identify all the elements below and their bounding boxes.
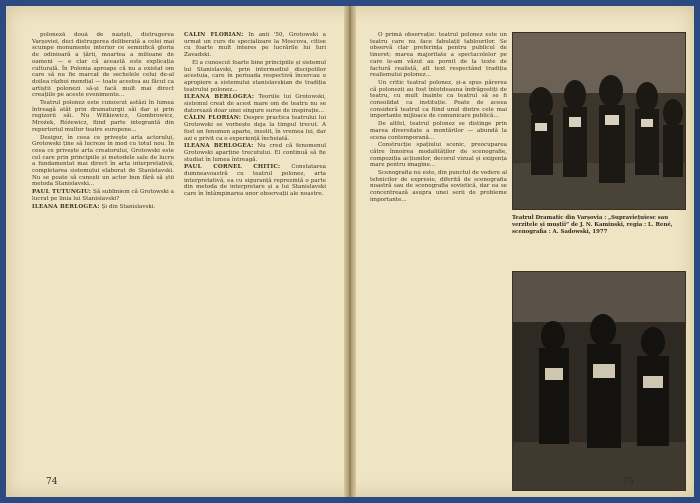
dialogue-text: Să subliniem că Grotowski a lucrat pe linia lui Stanislavski? — [32, 189, 174, 202]
left-page — [6, 6, 346, 497]
dialogue-line — [184, 32, 326, 59]
dialogue-text: Constatarea dumneavoastră cu teatrul polonez, arta interpretativă, ea cu siguranță reprezintă o parte din metoda de interpretare și a lui Stanislavski care în întâmpinarea unor observații ale noastre. — [184, 164, 326, 198]
page-number: 74 — [46, 477, 58, 487]
paragraph: Teatrul polonez este cunoscut astăzi în lumea întreagă atât prin dramaturgii săi dar și prin regizorii săi. Nu Witkiewicz, Gombrowicz, Mrożek, Różewicz, fiind parte integrantă din repertoriul multor teatre europene... — [32, 100, 174, 133]
speaker-name: CĂLIN FLORIAN: — [184, 115, 242, 122]
paragraph: Construcție spațiului scenic, preocuparea către înnoirea modalităților de scenografie, compoziția acțiunilor, decorul vizual și exigența mare pentru imagine... — [370, 142, 507, 169]
speaker-name: PAUL CORNEL CHITIC: — [184, 164, 281, 171]
paragraph: O primă observație: teatrul polonez este un teatru care nu face fabulații tablourilor. Se observă clar preferința pentru publicul de tineret; marea majoritate a spectacolelor pe care le-am văzut au pornit de la texte de factură realistă, alt text respectând tradiția realismului polonez... — [370, 32, 507, 79]
paragraph: Desigur, în ceea ce privește arta actorului, Grotowski ține să lucreze în mod cu totul nou. În ceea ce privește arta creatorului, Grotowski este cel care prin principiile și metodele sale de lucru a fundamentat mai direct în arta interpretativă, completarea sistemului elaborat de Stanislavski. Nu se poate să cunoști un actor bun fără să știi metoda Stanislavski... — [32, 134, 174, 188]
right-column-1 — [370, 32, 507, 488]
speaker-name: ILEANA BERLOGEA: — [184, 143, 254, 150]
dialogue-text: Nu cred că fenomenul Grotowski aparține trecutului. El continuă să fie studiat în lumea întreagă. — [184, 143, 326, 163]
dialogue-text: Despre practica teatrului lui Grotowski se vorbește deja la timpul trecut. A fost un fenomen aparte, insolit, în vremea lui, dar azi e privit ca o experiență încheiată. — [184, 115, 326, 142]
stage-photo-top — [512, 32, 686, 210]
dialogue-line — [184, 115, 326, 142]
speaker-name: CĂLIN FLORIAN: — [184, 32, 244, 38]
photo-image — [513, 33, 685, 209]
photo-image — [513, 272, 685, 490]
paragraph: De altfel, teatrul polonez se distinge prin marea diversitate a montărilor — abundă la scena contemporană... — [370, 121, 507, 141]
dialogue-line — [184, 94, 326, 114]
book-spread — [6, 6, 694, 497]
paragraph: El a cunoscut foarte bine principiile și sistemul lui Stanislavski, prin intermediul discipolilor acestuia, care în perioada respectivă încercau o apropiere a sistemului stanislavskian de tradiția teatrului polonez... — [184, 59, 326, 93]
left-column-2 — [184, 32, 326, 482]
dialogue-line — [184, 143, 326, 163]
dialogue-line — [32, 189, 174, 202]
dialogue-line — [184, 164, 326, 198]
right-page — [354, 6, 694, 497]
speaker-name: ILEANA BERLOGEA: — [32, 203, 100, 210]
speaker-name: PAUL TUTUNGIU: — [32, 189, 92, 196]
dialogue-text: În anii '50, Grotowski a urmat un curs de specializare la Moscova, citise cu foarte mult interes pe lucrările lui Iuri Zavadski. — [184, 32, 326, 59]
dialogue-text: Și din Stanislavski. — [101, 203, 156, 210]
left-column-1 — [32, 32, 174, 472]
paragraph: poloneză două de naziști, distrugerea Varșoviei, deci distrugerea deliberată a celei mai scumpe monumente interior ce semnifică gloria de odinioară a țării, moartea a milioane de oameni — e clar că această este explicația culturală. În Polonia aproape că nu a existat om care să nu fie marcat de sechelele celui de-al doilea război mondial — toate acestea au făcut ca artiștii polonezi să-și facă mult mai direct creațiile pe aceste evenimente... — [32, 32, 174, 99]
speaker-name: ILEANA BERLOGEA: — [184, 94, 255, 101]
paragraph: Scenografia nu este, din punctul de vedere al tehnicilor de expresie, diferită de scenografia noastră sau de scenografia sovietică, dar ea se concentrează asupra unei serii de probleme importante... — [370, 170, 507, 203]
photo-caption: Teatrul Dramatic din Varșovia : „Supraviețuiesc sau verzitele și muștii” de J. N. Kaminski, regia : L. René, scenografia : A. Sadowski, 1977 — [512, 215, 673, 235]
dialogue-text: Teoriile lui Grotowski, sistemul creat de acest mare om de teatru nu se datorează doar unei singure surse de inspirație... — [184, 94, 326, 114]
page-number: 75 — [622, 477, 634, 487]
dialogue-line — [32, 204, 174, 211]
paragraph: Un critic teatral polonez, și-a spus părerea că polonezii au fost întotdeauna îndrăgostiți de teatru, cu mult înainte ca teatrul să se fi consolidat ca instituție. Poate de aceea consideră teatrul ca fiind unul dintre cele mai importante mijloace de comunicare publică... — [370, 79, 507, 120]
stage-photo-bottom — [512, 271, 686, 491]
